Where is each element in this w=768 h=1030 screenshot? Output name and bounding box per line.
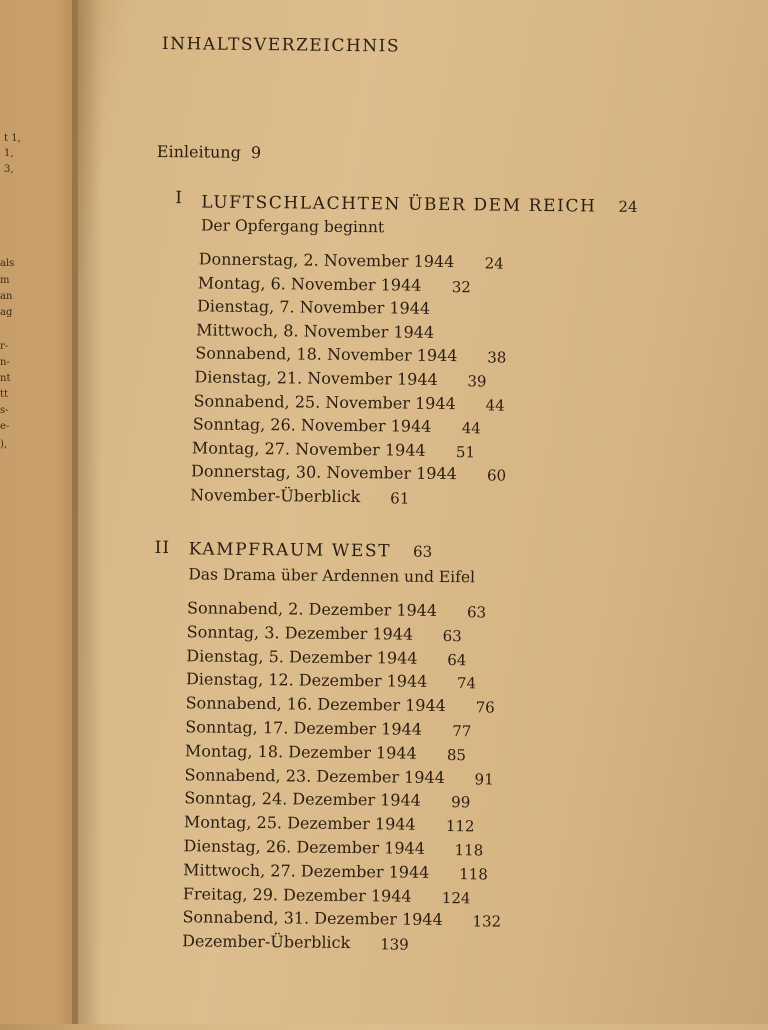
section-2-title-text: KAMPFRAUM WEST — [188, 539, 392, 562]
toc-entry — [182, 931, 409, 955]
intro-label: Einleitung — [156, 141, 242, 162]
section-2-numeral: II — [154, 537, 171, 559]
toc-entry-page-number: 132 — [472, 912, 502, 932]
left-page-fragment: an — [0, 291, 13, 302]
left-page-fragment: 1, — [4, 148, 14, 159]
toc-entry — [194, 367, 487, 392]
left-page-fragment: tt — [0, 389, 9, 400]
toc-entry-title: Sonntag, 26. November 1944 — [192, 414, 432, 437]
toc-entry-title: Sonnabend, 16. Dezember 1944 — [185, 693, 446, 716]
toc-entry-page-number: 39 — [467, 372, 487, 391]
toc-entry — [183, 836, 484, 861]
section-1-numeral: I — [175, 188, 184, 209]
intro-entry — [157, 142, 261, 162]
toc-entry-page-number: 64 — [447, 650, 467, 669]
left-page-fragment: n- — [0, 357, 10, 368]
toc-entry-page-number: 44 — [461, 419, 481, 438]
toc-entry-title: Donnerstag, 30. November 1944 — [190, 461, 457, 484]
toc-entry — [186, 645, 467, 670]
left-page-fragment: m — [0, 275, 10, 286]
left-page-fragment: t 1, — [4, 133, 21, 144]
toc-entry — [182, 883, 471, 908]
toc-entry-page-number: 76 — [475, 698, 495, 717]
toc-entry-title: Dienstag, 21. November 1944 — [194, 367, 438, 389]
toc-entry-page-number: 99 — [451, 793, 471, 812]
toc-entry-page-number: 74 — [456, 674, 477, 693]
toc-entry — [190, 461, 507, 487]
toc-entry-title: Sonnabend, 18. November 1944 — [195, 343, 458, 366]
section-2-title — [189, 539, 433, 562]
left-page-fragment: ), — [0, 439, 8, 450]
toc-entry-title: Mittwoch, 27. Dezember 1944 — [183, 860, 430, 882]
toc-entry — [197, 273, 472, 297]
toc-entry — [197, 297, 430, 321]
toc-entry-page-number: 77 — [452, 722, 472, 741]
section-1-title-text: LUFTSCHLACHTEN ÜBER DEM REICH — [201, 192, 597, 217]
toc-entry — [184, 741, 467, 765]
toc-entry-title: Dienstag, 26. Dezember 1944 — [183, 836, 426, 858]
left-page-fragment: e- — [0, 421, 10, 432]
toc-entry — [192, 414, 481, 439]
toc-entry-title: Montag, 18. Dezember 1944 — [184, 741, 417, 763]
left-page-fragment: ag — [0, 307, 13, 318]
toc-entry-page-number: 124 — [441, 888, 471, 907]
section-1-title-page: 24 — [618, 197, 638, 217]
toc-entry-title: Sonnabend, 31. Dezember 1944 — [182, 907, 443, 930]
toc-entry-page-number: 44 — [485, 396, 505, 415]
intro-page-number: 9 — [250, 142, 262, 163]
toc-entry-title: Dezember-Überblick — [182, 931, 351, 953]
toc-entry-title: Dienstag, 5. Dezember 1944 — [186, 645, 418, 668]
toc-entry-page-number: 118 — [459, 864, 488, 884]
left-page-fragment: s- — [0, 405, 9, 416]
toc-entry — [184, 764, 494, 790]
left-page-fragment: 3, — [4, 164, 14, 175]
page-header: INHALTSVERZEICHNIS — [161, 34, 401, 57]
toc-entry-title: Sonntag, 24. Dezember 1944 — [184, 788, 421, 811]
toc-entry-title: Donnerstag, 2. November 1944 — [198, 249, 455, 272]
toc-entry-page-number: 118 — [454, 841, 484, 860]
toc-entry — [190, 485, 410, 509]
toc-entry — [186, 622, 462, 646]
left-page-fragment: nt — [0, 373, 11, 384]
toc-entry-title: Dienstag, 7. November 1944 — [196, 296, 431, 319]
toc-entry — [183, 860, 488, 885]
left-page-fragment: r- — [0, 341, 9, 352]
toc-entry — [183, 812, 475, 836]
toc-entry-title: Sonnabend, 23. Dezember 1944 — [184, 764, 445, 787]
toc-entry — [196, 320, 434, 344]
section-2-subtitle: Das Drama über Ardennen und Eifel — [188, 565, 476, 587]
toc-entry — [182, 907, 502, 933]
toc-entry — [185, 669, 477, 695]
toc-entry-title: November-Überblick — [190, 485, 361, 507]
toc-entry-title: Montag, 27. November 1944 — [191, 438, 426, 460]
toc-entry-title: Sonntag, 3. Dezember 1944 — [186, 622, 414, 644]
toc-entry — [185, 717, 472, 741]
toc-entry-page-number: 139 — [380, 935, 409, 954]
toc-entry — [198, 249, 504, 274]
section-1-subtitle: Der Opfergang beginnt — [200, 216, 385, 237]
toc-entry-page-number: 24 — [484, 254, 504, 273]
toc-entry-title: Montag, 25. Dezember 1944 — [183, 812, 416, 834]
toc-entry-page-number: 63 — [442, 626, 462, 645]
toc-entry-page-number: 60 — [486, 466, 507, 486]
toc-entry-page-number: 63 — [466, 603, 487, 622]
toc-entry — [184, 788, 471, 813]
section-1-title — [201, 192, 637, 217]
toc-entry-page-number: 51 — [455, 442, 476, 462]
toc-entry — [185, 693, 495, 718]
toc-entry — [191, 438, 476, 462]
toc-entry — [186, 598, 487, 623]
toc-entry-title: Dienstag, 12. Dezember 1944 — [185, 669, 428, 692]
section-2-title-page: 63 — [412, 542, 433, 561]
toc-entry — [195, 343, 507, 369]
toc-entry-title: Sonnabend, 2. Dezember 1944 — [186, 598, 438, 620]
toc-entry-page-number: 91 — [474, 769, 494, 789]
toc-entry-title: Freitag, 29. Dezember 1944 — [182, 883, 412, 906]
toc-entry — [193, 390, 505, 416]
toc-entry-title: Mittwoch, 8. November 1944 — [196, 320, 435, 342]
toc-entry-title: Sonnabend, 25. November 1944 — [193, 390, 456, 413]
toc-entry-page-number: 112 — [445, 817, 475, 836]
left-page-fragment: als — [0, 258, 15, 269]
toc-entry-page-number: 85 — [446, 745, 467, 765]
toc-entry-title: Sonntag, 17. Dezember 1944 — [185, 717, 423, 739]
toc-entry-page-number: 61 — [390, 489, 410, 508]
toc-entry-title: Montag, 6. November 1944 — [197, 273, 422, 295]
toc-entry-page-number: 32 — [451, 277, 472, 296]
toc-entry-page-number: 38 — [487, 348, 507, 368]
